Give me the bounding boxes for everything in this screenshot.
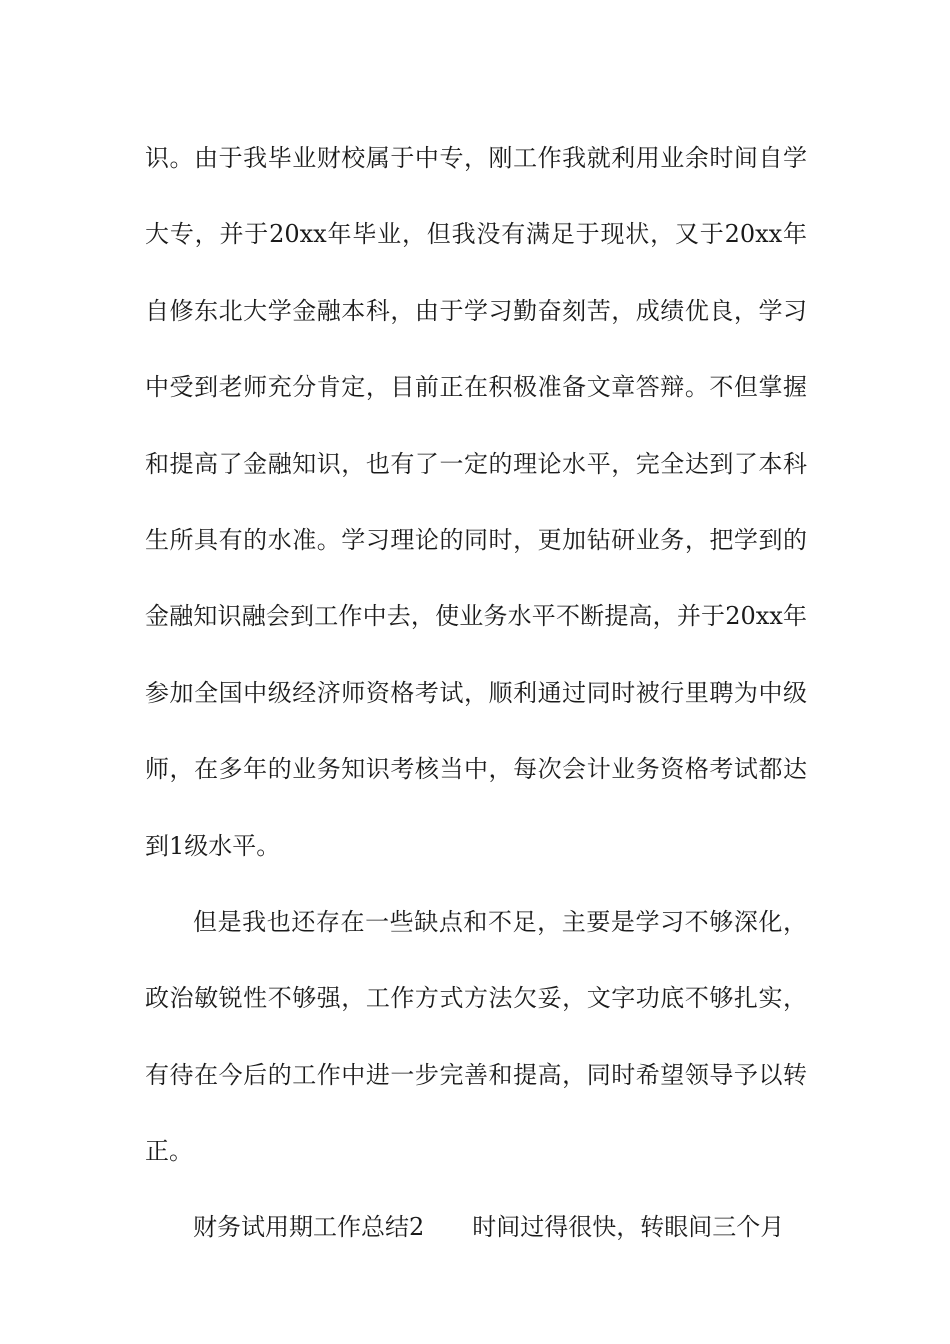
paragraph-line: 生所具有的水准。学习理论的同时，更加钻研业务，把学到的: [145, 525, 807, 554]
paragraph-line: 政治敏锐性不够强，工作方式方法欠妥，文字功底不够扎实，: [145, 984, 807, 1013]
section-text: 时间过得很快，转眼间三个月: [472, 1213, 785, 1242]
paragraph-line: 自修东北大学金融本科，由于学习勤奋刻苦，成绩优良，学习: [145, 296, 807, 325]
paragraph-line: 参加全国中级经济师资格考试，顺利通过同时被行里聘为中级: [145, 678, 807, 707]
section-heading-line: [145, 1201, 807, 1253]
paragraph-line: 师，在多年的业务知识考核当中，每次会计业务资格考试都达: [145, 755, 807, 784]
paragraph-line: 和提高了金融知识，也有了一定的理论水平，完全达到了本科: [145, 449, 807, 478]
paragraph-line: 到1级水平。: [145, 831, 281, 860]
paragraph-line: 金融知识融会到工作中去，使业务水平不断提高，并于20xx年: [145, 602, 807, 631]
paragraph-line: 有待在今后的工作中进一步完善和提高，同时希望领导予以转: [145, 1060, 807, 1089]
document-body: [145, 132, 807, 1278]
section-heading: 财务试用期工作总结2: [193, 1213, 425, 1242]
paragraph-line: 但是我也还存在一些缺点和不足，主要是学习不够深化，: [193, 907, 807, 936]
paragraph-line: 中受到老师充分肯定，目前正在积极准备文章答辩。不但掌握: [145, 373, 807, 402]
paragraph-line: 大专，并于20xx年毕业，但我没有满足于现状，又于20xx年: [145, 220, 807, 249]
paragraph-line: 识。由于我毕业财校属于中专，刚工作我就利用业余时间自学: [145, 144, 807, 172]
paragraph-line: 正。: [145, 1137, 193, 1166]
